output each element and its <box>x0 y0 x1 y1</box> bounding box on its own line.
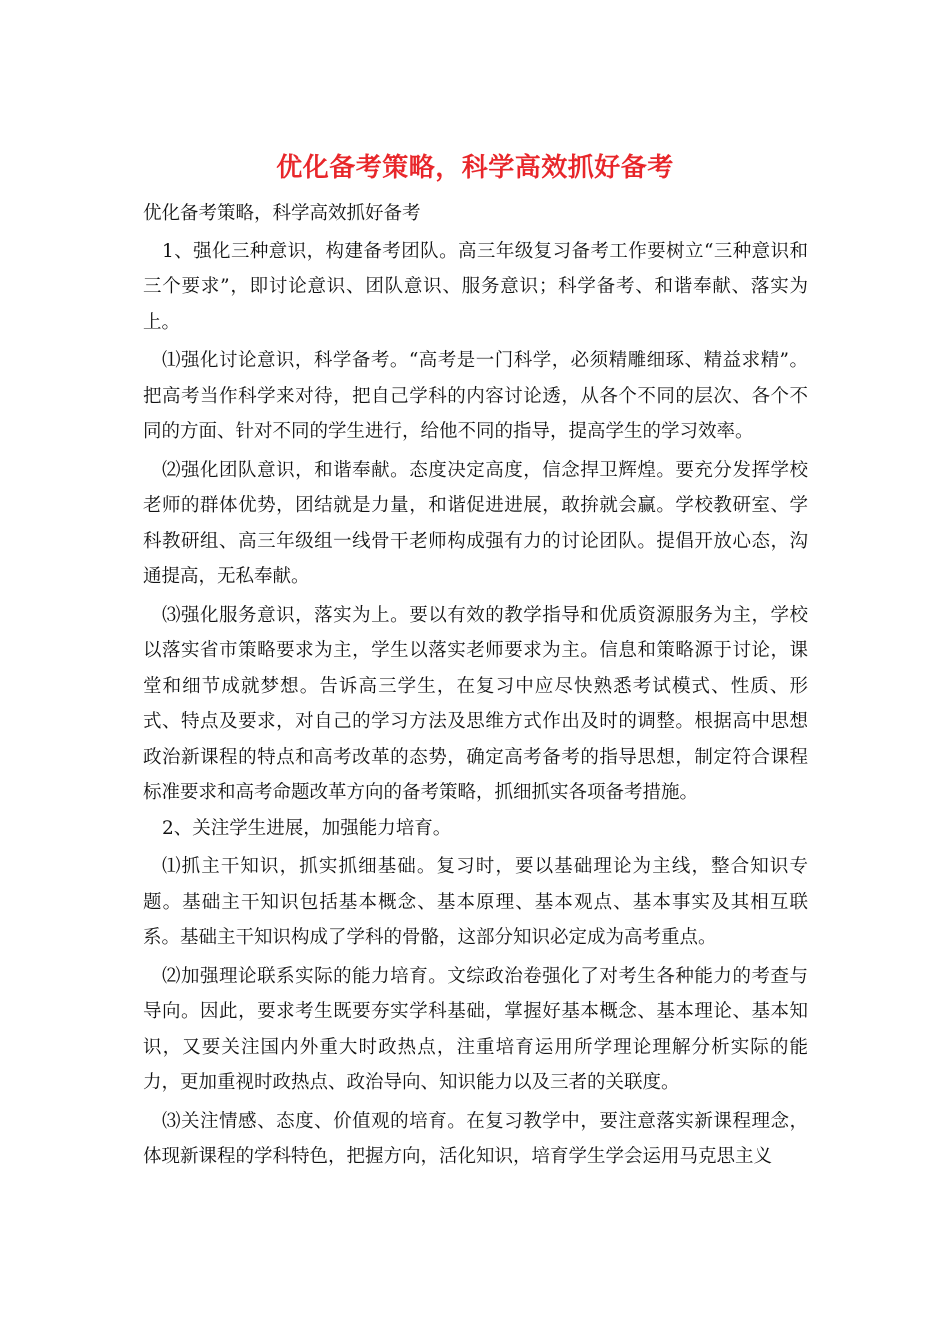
paragraph-item-2-2: ⑵加强理论联系实际的能力培育。文综政治卷强化了对考生各种能力的考查与导向。因此，要求考生既要夯实学科基础，掌握好基本概念、基本理论、基本知识，又要关注国内外重大时政热点，注重培育运用所学理论理解分析实际的能力，更加重视时政热点、政治导向、知识能力以及三者的关联度。 <box>143 965 808 1093</box>
paragraph-item-1-1: ⑴强化讨论意识，科学备考。“高考是一门科学，必须精雕细琢、精益求精”。把高考当作科学来对待，把自己学科的内容讨论透，从各个不同的层次、各个不同的方面、针对不同的学生进行，给他不同的指导，提高学生的学习效率。 <box>143 350 808 442</box>
paragraph-section-1: 1、强化三种意识，构建备考团队。高三年级复习备考工作要树立“三种意识和三个要求”，即讨论意识、团队意识、服务意识；科学备考、和谐奉献、落实为上。 <box>143 240 808 333</box>
paragraph-section-2: 2、关注学生进展，加强能力培育。 <box>162 817 452 839</box>
paragraph-item-2-1: ⑴抓主干知识，抓实抓细基础。复习时，要以基础理论为主线，整合知识专题。基础主干知识包括基本概念、基本原理、基本观点、基本事实及其相互联系。基础主干知识构成了学科的骨骼，这部分知识必定成为高考重点。 <box>143 856 808 948</box>
paragraph-item-1-3: ⑶强化服务意识，落实为上。要以有效的教学指导和优质资源服务为主，学校以落实省市策略要求为主，学生以落实老师要求为主。信息和策略源于讨论，课堂和细节成就梦想。告诉高三学生，在复习中应尽快熟悉考试模式、性质、形式、特点及要求，对自己的学习方法及思维方式作出及时的调整。根据高中思想政治新课程的特点和高考改革的态势，确定高考备考的指导思想，制定符合课程标准要求和高考命题改革方向的备考策略，抓细抓实各项备考措施。 <box>143 604 808 803</box>
paragraph-item-2-3: ⑶关注情感、态度、价值观的培育。在复习教学中，要注意落实新课程理念，体现新课程的学科特色，把握方向，活化知识，培育学生学会运用马克思主义 <box>143 1110 808 1167</box>
paragraph-subtitle: 优化备考策略，科学高效抓好备考 <box>143 203 421 224</box>
document-title: 优化备考策略，科学高效抓好备考 <box>276 153 674 183</box>
paragraph-item-1-2: ⑵强化团队意识，和谐奉献。态度决定高度，信念捍卫辉煌。要充分发挥学校老师的群体优势，团结就是力量，和谐促进进展，敢拚就会赢。学校教研室、学科教研组、高三年级组一线骨干老师构成强有力的讨论团队。提倡开放心态，沟通提高，无私奉献。 <box>143 459 808 587</box>
document-body <box>143 196 808 1175</box>
